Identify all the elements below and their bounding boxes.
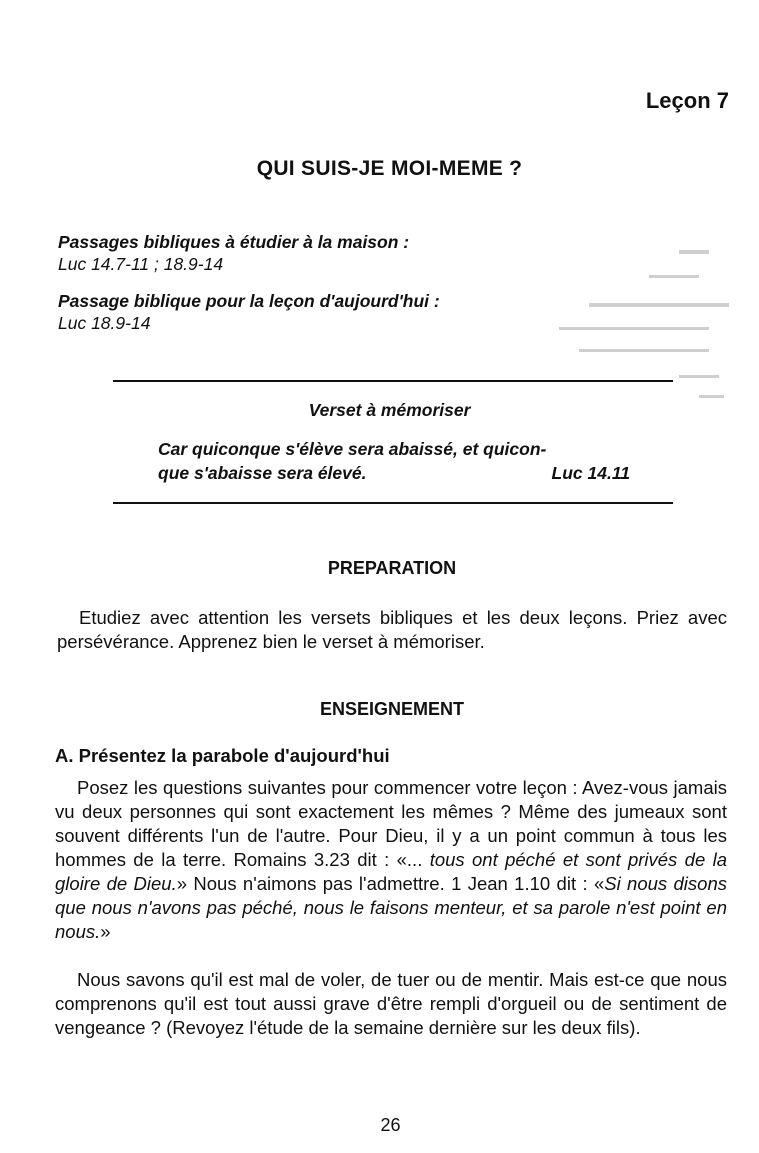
- home-passages-label: Passages bibliques à étudier à la maison :: [58, 232, 410, 252]
- p1-quote-romans: tous ont péché et sont privés de la gloire de Dieu.: [55, 849, 727, 894]
- teaching-subheading: A. Présentez la parabole d'aujourd'hui: [55, 745, 390, 766]
- p2-text: Nous savons qu'il est mal de voler, de tuer ou de mentir. Mais est-ce que nous comprenons qu'il est tout aussi grave d'être rempli d'orgueil ou de sentiment de vengeance ? (Revoyez l'étude de la semaine dernière sur les deux fils).: [55, 969, 727, 1038]
- page-title: QUI SUIS-JE MOI-MEME ?: [256, 157, 523, 180]
- preparation-heading: PREPARATION: [327, 558, 457, 578]
- memory-verse-heading: Verset à mémoriser: [308, 400, 471, 420]
- memory-verse-line1: Car quiconque s'élève sera abaissé, et quicon-: [158, 439, 547, 459]
- memory-verse-reference: Luc 14.11: [551, 463, 630, 483]
- home-passages-refs: Luc 14.7-11 ; 18.9-14: [58, 254, 224, 274]
- today-passage-ref: Luc 18.9-14: [58, 313, 151, 333]
- teaching-paragraph-1: [55, 776, 727, 944]
- p1-text-c: »: [100, 921, 111, 942]
- teaching-heading: ENSEIGNEMENT: [319, 699, 465, 719]
- memory-verse-line2: que s'abaisse sera élevé.: [158, 463, 367, 483]
- p1-text-a: Posez les questions suivantes pour commencer votre leçon : Avez-vous jamais vu deux personnes qui sont exactement les mêmes ? Même des jumeaux sont souvent différents l'un de l'autre. Pour Dieu, il y a un point commun à tous les hommes de la terre. Romains 3.23 dit : «...: [55, 777, 727, 870]
- page-number: 26: [380, 1115, 401, 1135]
- lesson-number: Leçon 7: [645, 88, 729, 113]
- preparation-text: [57, 606, 727, 654]
- teaching-paragraph-2: [55, 968, 727, 1040]
- preparation-body: Etudiez avec attention les versets bibliques et les deux leçons. Priez avec persévérance. Apprenez bien le verset à mémoriser.: [57, 607, 727, 652]
- p1-text-b: » Nous n'aimons pas l'admettre. 1 Jean 1.10 dit : «: [176, 873, 605, 894]
- divider-bottom: [113, 502, 673, 504]
- divider-top: [113, 380, 673, 382]
- memory-verse: [158, 437, 638, 485]
- p1-quote-john: Si nous disons que nous n'avons pas péché, nous le faisons menteur, et sa parole n'est point en nous.: [55, 873, 727, 942]
- today-passage-label: Passage biblique pour la leçon d'aujourd'hui :: [58, 291, 440, 311]
